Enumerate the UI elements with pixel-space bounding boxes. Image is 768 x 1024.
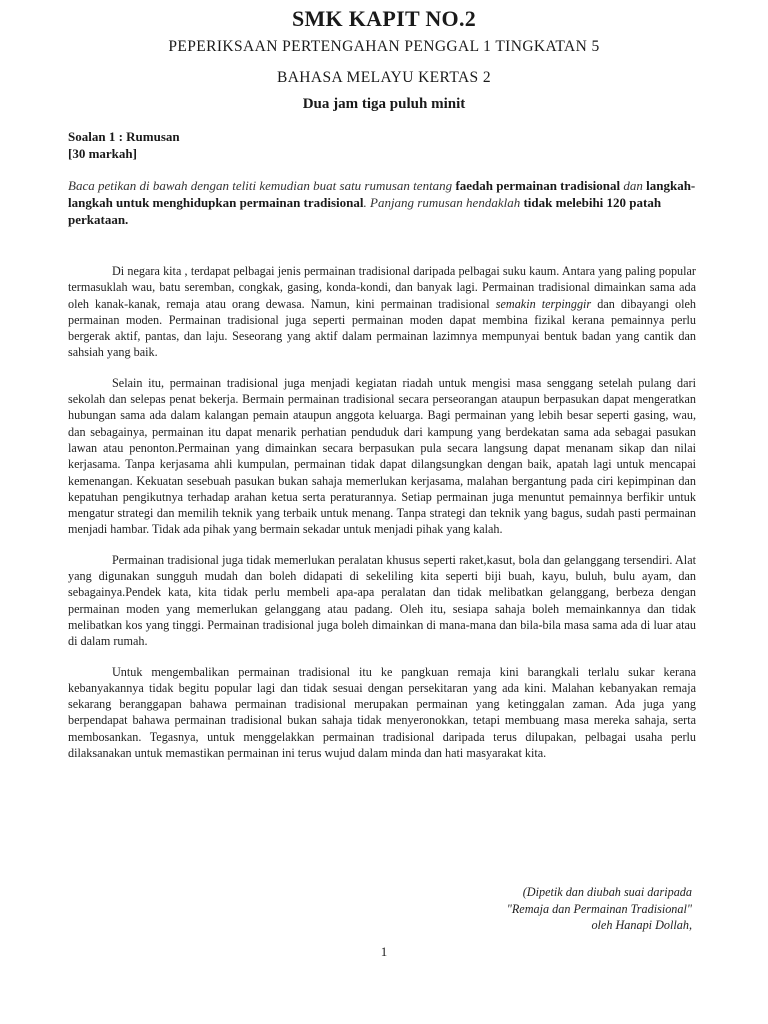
instruction-part-2: dan [620,178,647,193]
passage-p1-text-b: dan dibayangi oleh permainan moden. Permainan tradisional juga seperti permainan moden dapat membina fizikal kerana pemainnya perlu bergerak aktif, pantas, dan laju. Seseorang yang aktif dalam permainan lazimnya mempunyai bentuk badan yang cantik dan sahsiah yang baik. [68,296,697,360]
question-heading [68,128,180,162]
passage-paragraph-1 [68,263,696,361]
instruction-bold-1: faedah permainan tradisional [455,178,621,193]
credit-line-1: (Dipetik dan diubah suai daripada [522,885,692,899]
exam-duration: Dua jam tiga puluh minit [302,96,466,112]
source-credit [507,884,692,934]
passage-paragraph-2: Selain itu, permainan tradisional juga menjadi kegiatan riadah untuk mengisi masa senggang setelah pulang dari sekolah dan selepas penat bekerja. Bermain permainan tradisional secara perseorangan ataupun berpasukan dapat mengeratkan hubungan sama ada dalam kalangan pemain ataupun anggota keluarga. Bagi permainan yang lebih besar seperti gasing, wau, dan sebagainya, permainan itu dapat menarik perhatian penduduk dari kampung yang berdekatan sama ada sebagai pasukan lawan atau penonton.Permainan yang dimainkan secara berpasukan pula secara langsung dapat menanam sikap dan nilai kerjasama. Tanpa kerjasama ahli kumpulan, permainan tidak dapat dilangsungkan dengan baik, apatah lagi untuk mencapai kemenangan. Kekuatan sesebuah pasukan bukan sahaja memerlukan kerjasama, malahan bergantung pada ciri kepimpinan dan kepatuhan pengikutnya terhadap arahan ketua serta peraturannya. Setiap permainan juga menuntut pemainnya berfikir untuk mengatur strategi dan memilih teknik yang terbaik untuk menang. Tanpa strategi dan teknik yang bagus, sudah pasti permainan menjadi hambar. Tidak ada pihak yang bermain sekadar untuk menjadi pihak yang kalah. [68,375,696,537]
credit-line-3: oleh Hanapi Dollah, [591,918,692,932]
passage-p1-text-a: Di negara kita , terdapat pelbagai jenis permainan tradisional daripada pelbagai suku kaum. Antara yang paling popular termasuklah wau, batu seremban, congkak, gasing, konda-kondi, dan banyak lagi. Permainan tradisional dimainkan sama ada oleh kanak-kanak, remaja atau orang dewasa. Namun, kini permainan tradisional [68,264,696,311]
instruction-bold-3: tidak melebihi 120 patah perkataan. [68,195,662,227]
passage-paragraph-4: Untuk mengembalikan permainan tradisional itu ke pangkuan remaja kini barangkali terlalu sukar kerana kebanyakannya tidak begitu popular lagi dan tidak sesuai dengan persekitaran yang ada kini. Malahan kebanyakan remaja sekarang beranggapan bahawa permainan tradisional merupakan permainan yang ketinggalan zaman. Ada juga yang berpendapat bahawa permainan tradisional bukan sahaja tidak menyeronokkan, tetapi membuang masa mereka sahaja, serta membosankan. Tegasnya, untuk menggelakkan permainan tradisional daripada terus dilupakan, pelbagai usaha perlu dilaksanakan untuk memastikan permainan ini terus wujud dalam minda dan hati masyarakat kita. [68,664,696,761]
exam-name: PEPERIKSAAN PERTENGAHAN PENGGAL 1 TINGKATAN 5 [168,38,600,55]
instruction-bold-2: langkah-langkah untuk menghidupkan permainan tradisional [68,178,696,210]
credit-line-2: "Remaja dan Permainan Tradisional" [506,901,692,916]
instruction-part-3: . Panjang rumusan hendaklah [363,195,524,210]
question-label: Soalan 1 : Rumusan [68,129,180,144]
reading-passage [68,263,696,775]
page-number: 1 [380,944,388,959]
instruction-part-1: Baca petikan di bawah dengan teliti kemudian buat satu rumusan tentang [68,178,456,193]
instruction-text [68,177,696,228]
school-title: SMK KAPIT NO.2 [291,6,477,31]
paper-name: BAHASA MELAYU KERTAS 2 [276,69,492,86]
passage-p1-italic: semakin terpinggir [495,296,592,311]
question-marks: [30 markah] [68,146,137,161]
passage-paragraph-3: Permainan tradisional juga tidak memerlukan peralatan khusus seperti raket,kasut, bola dan gelanggang tersendiri. Alat yang digunakan sungguh mudah dan boleh didapati di sekeliling kita seperti biji buah, kayu, buluh, bulu ayam, dan sebagainya.Pendek kata, kita tidak perlu membeli apa-apa peralatan dan tidak melibatkan gelanggang, berbeza dengan permainan moden yang memerlukan gelanggang atau padang. Oleh itu, sesiapa sahaja boleh memainkannya dan tidak melibatkan kos yang tinggi. Permainan tradisional juga boleh dimainkan di mana-mana dan bila-bila masa sama ada di luar atau di dalam rumah. [68,552,696,649]
